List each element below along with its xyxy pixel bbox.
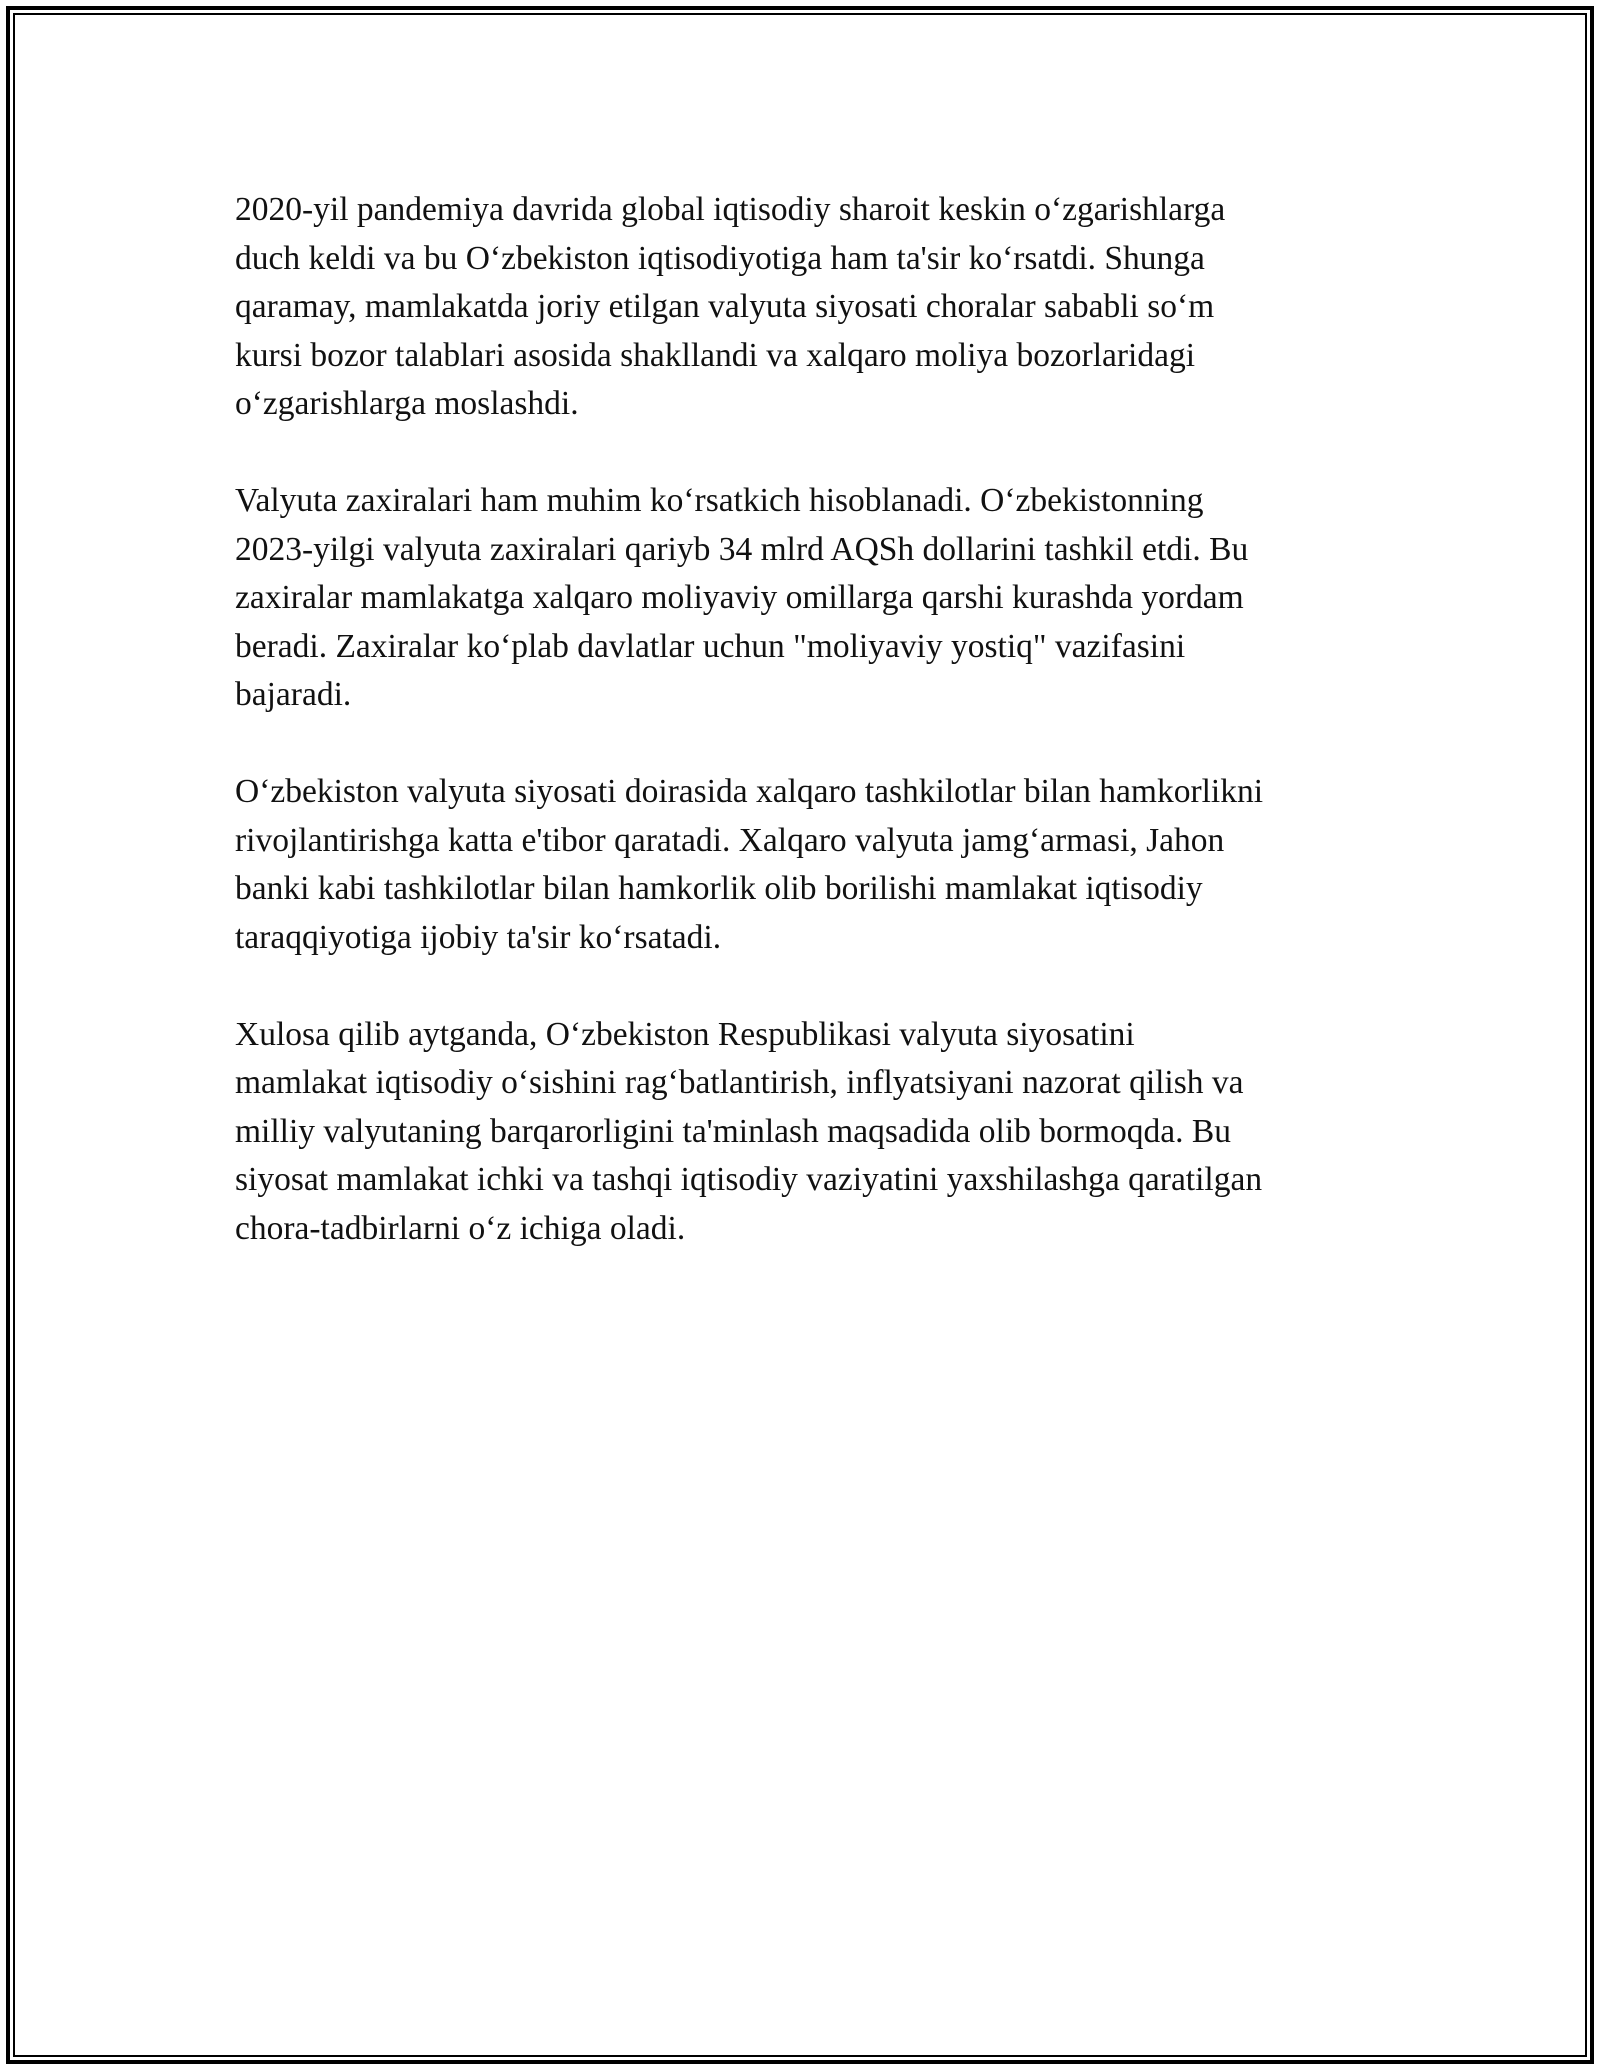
paragraph-pandemic-impact: 2020-yil pandemiya davrida global iqtisodiy sharoit keskin o‘zgarishlarga duch keldi va bu O‘zbekiston iqtisodiyotiga ham ta'sir ko‘rsatdi. Shunga qaramay, mamlakatda joriy etilgan valyuta siyosati choralar sababli so‘m kursi bozor talablari asosida shakllandi va xalqaro moliya bozorlaridagi o‘zgarishlarga moslashdi.: [235, 191, 1226, 422]
document-body: [235, 186, 1375, 1302]
paragraph-international-cooperation: O‘zbekiston valyuta siyosati doirasida xalqaro tashkilotlar bilan hamkorlikni rivojlantirishga katta e'tibor qaratadi. Xalqaro valyuta jamg‘armasi, Jahon banki kabi tashkilotlar bilan hamkorlik olib borilishi mamlakat iqtisodiy taraqqiyotiga ijobiy ta'sir ko‘rsatadi.: [235, 773, 1264, 956]
paragraph-conclusion: Xulosa qilib aytganda, O‘zbekiston Respublikasi valyuta siyosatini mamlakat iqtisodiy o‘sishini rag‘batlantirish, inflyatsiyani nazorat qilish va milliy valyutaning barqarorligini ta'minlash maqsadida olib bormoqda. Bu siyosat mamlakat ichki va tashqi iqtisodiy vaziyatini yaxshilashga qaratilgan chora-tadbirlarni o‘z ichiga oladi.: [235, 1015, 1263, 1247]
paragraph-currency-reserves: Valyuta zaxiralari ham muhim ko‘rsatkich hisoblanadi. O‘zbekistonning 2023-yilgi valyuta zaxiralari qariyb 34 mlrd AQSh dollarini tashkil etdi. Bu zaxiralar mamlakatga xalqaro moliyaviy omillarga qarshi kurashda yordam beradi. Zaxiralar ko‘plab davlatlar uchun "moliyaviy yostiq" vazifasini bajaradi.: [235, 482, 1249, 713]
